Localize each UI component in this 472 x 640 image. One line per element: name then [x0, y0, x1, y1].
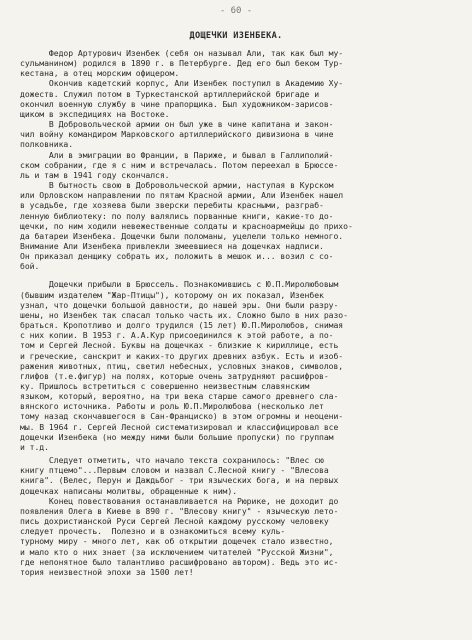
text-line: дощечках написаны молитвы, обращенные к ним). — [20, 485, 238, 496]
text-line: книга". (Велес, Перун и Даждьбог - три языческих бога, и на первых — [20, 475, 339, 486]
text-line: узнал, что дощечки большой давности, до нашей эры. Они были разру- — [20, 299, 339, 310]
text-line: турному миру - много лет, как об открытии дощечек стало известно, — [20, 536, 334, 547]
paragraph-conclusion — [20, 496, 460, 577]
text-line: Внимание Али Изенбека привлекли змеевшиеся на дощечках надписи. — [20, 240, 324, 251]
text-line: Следует отметить, что начало текста сохранилось: "Влес сю — [20, 455, 324, 466]
text-line: шены, но Изенбек так спасал только часть их. Сложно было в них разо- — [20, 309, 348, 320]
text-line: с них копии. В 1953 г. А.А.Кур присоединился к этой работе, а по- — [20, 330, 334, 341]
text-line: ском собрании, где я с ним и встречалась. Потом переехал в Брюссе- — [20, 159, 339, 170]
paragraph-education — [20, 78, 460, 119]
text-line: сульманином) родился в 1890 г. в Петербурге. Дед его был беком Тур- — [20, 58, 344, 69]
text-line: Окончив кадетский корпус, Али Изенбек поступил в Академию Ху- — [20, 78, 344, 89]
text-line: тория неизвестной эпохи за 1500 лет! — [20, 566, 194, 577]
text-line: дощечки Изенбека (но между ними были большие пропуски) по группам — [20, 431, 334, 442]
paragraph-discovery — [20, 180, 460, 271]
text-line: Дощечки прибыли в Брюссель. Познакомившись с Ю.П.Миролюбовым — [20, 279, 339, 290]
paragraph-intro — [20, 48, 460, 78]
document-body — [20, 48, 460, 577]
document-title: ДОЩЕЧКИ ИЗЕНБЕКА. — [189, 31, 283, 41]
text-line: (бывшим издателем "Жар-Птицы"), которому он их показал, Изенбек — [20, 289, 324, 300]
text-line: В Добровольческой армии он был уже в чине капитана и закон- — [20, 119, 334, 130]
text-line: ражения животных, птиц, светил небесных, условных знаков, символов, — [20, 360, 344, 371]
text-line: пись дохристианской Руси Сергей Лесной каждому русскому человеку — [20, 516, 329, 527]
text-line: браться. Кропотливо и долго трудился (15 лет) Ю.П.Миролюбов, снимая — [20, 320, 344, 331]
text-line: Федор Артурович Изенбек (себя он называл Али, так как был му- — [20, 48, 344, 58]
text-line: щечки, по ним ходили невежественные солдаты и красноармейцы до прихо- — [20, 220, 353, 231]
text-line: следует прочесть. Полезно и в ознакомиться всему куль- — [20, 526, 286, 537]
text-line: Он приказал денщику собрать их, положить в мешок и... возил с со- — [20, 251, 334, 262]
text-line: глифов (т.е.фигур) на полях, которые очень затрудняют расшифров- — [20, 370, 329, 381]
text-line: В бытность свою в Добровольческой армии, наступая в Курском — [20, 180, 334, 191]
text-line: в усадьбе, где хозяева были зверски перебиты красными, разграб- — [20, 200, 324, 211]
paragraph-spacer — [20, 271, 460, 279]
text-line: щиком в экспедициях на Востоке. — [20, 108, 170, 119]
text-line: вянского источника. Работы и роль Ю.П.Миролюбова (несколько лет — [20, 401, 324, 412]
text-line: мы. В 1964 г. Сергей Лесной систематизировал и классифицировал все — [20, 421, 339, 432]
text-line: появления Олега в Киеве в 890 г. "Влесову книгу" - языческую лето- — [20, 505, 339, 516]
text-line: ль и там в 1941 году скончался. — [20, 169, 170, 180]
text-line: и т.д. — [20, 441, 49, 452]
text-line: или Орловском направлении по пятам Красной армии, Али Изенбек нашел — [20, 190, 344, 201]
text-line: том и Сергей Лесной. Буквы на дощечках - близкие к кириллице, есть — [20, 340, 339, 351]
paragraph-book-title — [20, 455, 460, 496]
text-line: дожеств. Служил потом в Туркестанской артиллерийской бригаде и — [20, 88, 320, 99]
text-line: окончил военную службу в чине прапорщика. Был художником-зарисов- — [20, 98, 334, 109]
text-line: и греческие, санскрит и каких-то других древних азбук. Есть и изоб- — [20, 350, 344, 361]
text-line: Али в эмиграции во Франции, в Париже, и бывал в Галлиполий- — [20, 149, 334, 160]
page-number: - 60 - — [219, 6, 253, 16]
text-line: бой. — [20, 261, 40, 272]
text-line: языком, который, вероятно, на три века старше самого древнего сла- — [20, 391, 339, 402]
text-line: полковника. — [20, 139, 74, 150]
text-line: ку. Пришлось встретиться с совершенно неизвестным славянским — [20, 381, 310, 391]
text-line: да батареи Изенбека. Дощечки были поломаны, уцелели только немного. — [20, 230, 344, 241]
text-line: тому назад скончавшегося в Сан-Франциско) в этом огромны и неоцени- — [20, 411, 344, 422]
text-line: Конец повествования останавливается на Рюрике, не доходит до — [20, 495, 339, 506]
text-line: кестана, а отец морским офицером. — [20, 68, 180, 79]
text-line: книгу птцемо"...Первым словом и назвал С.Лесной книгу - "Влесова — [20, 465, 329, 476]
paragraph-emigration — [20, 150, 460, 180]
paragraph-brussels — [20, 279, 460, 452]
text-line: чил войну командиром Марковского артиллерийского дивизиона в чине — [20, 129, 334, 140]
paragraph-army — [20, 119, 460, 149]
text-line: где непонятное было талантливо расшифровано автором). Ведь это ис- — [20, 556, 339, 567]
text-line: ленную библиотеку: по полу валялись порванные книги, какие-то до- — [20, 210, 334, 221]
text-line: и мало кто о них знает (за исключением читателей "Русской Жизни", — [20, 546, 334, 557]
